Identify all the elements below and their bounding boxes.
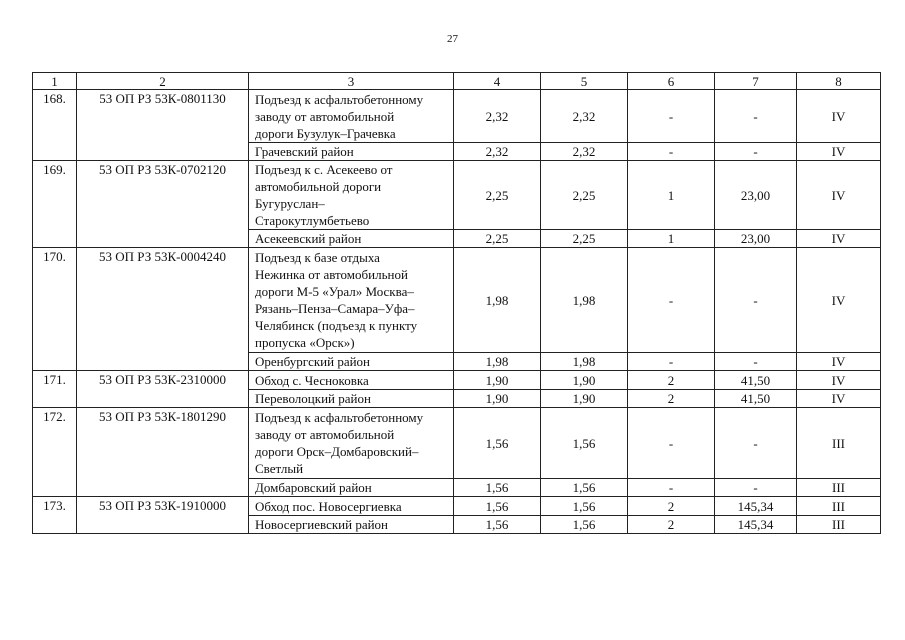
column-header: 7 xyxy=(715,73,797,90)
road-value-c7: - xyxy=(715,408,797,479)
region-value-c6: 1 xyxy=(628,230,715,248)
road-value-c7: - xyxy=(715,90,797,143)
region-value-c4: 1,98 xyxy=(454,353,541,371)
road-name-line: Нежинка от автомобильной xyxy=(255,267,408,282)
road-row xyxy=(33,371,881,390)
road-row xyxy=(33,90,881,143)
road-value-c5: 1,98 xyxy=(541,248,628,353)
road-name-line: заводу от автомобильной xyxy=(255,108,395,124)
region-value-c5: 1,98 xyxy=(541,353,628,371)
region-value-c8: IV xyxy=(797,390,881,408)
road-name-line: Бугуруслан– xyxy=(255,196,325,211)
region-name: Новосергиевский район xyxy=(249,516,454,534)
road-value-c8: III xyxy=(797,497,881,516)
region-value-c7: 23,00 xyxy=(715,230,797,248)
road-value-c6: 1 xyxy=(628,161,715,230)
road-code: 53 ОП РЗ 53К-0702120 xyxy=(77,161,249,248)
road-name-line: Подъезд к базе отдыха xyxy=(255,250,380,265)
region-value-c8: IV xyxy=(797,353,881,371)
road-value-c5: 2,25 xyxy=(541,161,628,230)
road-value-c6: 2 xyxy=(628,497,715,516)
page-number: 27 xyxy=(447,33,458,45)
road-name-line: автомобильной дороги xyxy=(255,179,382,194)
entry-number: 173. xyxy=(33,497,77,534)
column-header: 2 xyxy=(77,73,249,90)
road-row xyxy=(33,161,881,230)
region-value-c7: - xyxy=(715,479,797,497)
region-name: Грачевский район xyxy=(249,143,454,161)
column-header: 6 xyxy=(628,73,715,90)
entry-number: 172. xyxy=(33,408,77,497)
road-value-c4: 2,25 xyxy=(454,161,541,230)
road-value-c8: IV xyxy=(797,248,881,353)
road-code: 53 ОП РЗ 53К-0004240 xyxy=(77,248,249,371)
road-name-line: дороги Орск–Домбаровский– xyxy=(255,444,419,459)
road-name-line: заводу от автомобильной xyxy=(255,427,395,442)
road-value-c4: 1,56 xyxy=(454,497,541,516)
column-header: 5 xyxy=(541,73,628,90)
road-value-c4: 1,98 xyxy=(454,248,541,353)
region-value-c4: 2,25 xyxy=(454,230,541,248)
road-name-line: Подъезд к асфальтобетонному xyxy=(255,91,424,107)
road-name xyxy=(249,161,454,230)
road-name-line: Старокутлумбетьево xyxy=(255,213,370,228)
column-header-row xyxy=(33,73,881,90)
region-value-c6: 2 xyxy=(628,516,715,534)
region-value-c4: 2,32 xyxy=(454,143,541,161)
road-value-c5: 1,90 xyxy=(541,371,628,390)
region-name: Переволоцкий район xyxy=(249,390,454,408)
road-row xyxy=(33,497,881,516)
road-value-c5: 2,32 xyxy=(541,90,628,143)
road-name xyxy=(249,497,454,516)
entry-number: 171. xyxy=(33,371,77,408)
roads-table xyxy=(32,72,881,534)
column-header: 8 xyxy=(797,73,881,90)
region-value-c5: 1,56 xyxy=(541,516,628,534)
road-name-line: Обход с. Чесноковка xyxy=(255,372,369,388)
road-value-c6: - xyxy=(628,90,715,143)
region-value-c6: - xyxy=(628,143,715,161)
entry-number: 168. xyxy=(33,90,77,161)
road-name-line: Светлый xyxy=(255,461,304,476)
region-value-c8: III xyxy=(797,516,881,534)
column-header: 4 xyxy=(454,73,541,90)
region-value-c7: - xyxy=(715,353,797,371)
road-name-line: Подъезд к с. Асекеево от xyxy=(255,162,393,177)
road-name xyxy=(249,408,454,479)
road-value-c8: IV xyxy=(797,161,881,230)
region-value-c5: 2,32 xyxy=(541,143,628,161)
road-name xyxy=(249,90,454,143)
region-value-c7: 41,50 xyxy=(715,390,797,408)
region-name: Домбаровский район xyxy=(249,479,454,497)
road-name-line: дороги М-5 «Урал» Москва– xyxy=(255,284,414,299)
road-value-c4: 1,90 xyxy=(454,371,541,390)
region-value-c4: 1,56 xyxy=(454,479,541,497)
road-row xyxy=(33,248,881,353)
road-code: 53 ОП РЗ 53К-1910000 xyxy=(77,497,249,534)
region-value-c5: 2,25 xyxy=(541,230,628,248)
road-value-c8: IV xyxy=(797,371,881,390)
road-value-c7: 145,34 xyxy=(715,497,797,516)
road-value-c7: 23,00 xyxy=(715,161,797,230)
road-row xyxy=(33,408,881,479)
road-value-c6: 2 xyxy=(628,371,715,390)
road-value-c4: 1,56 xyxy=(454,408,541,479)
road-name-line: Челябинск (подъезд к пункту xyxy=(255,318,418,333)
road-name-line: Подъезд к асфальтобетонному xyxy=(255,410,424,425)
road-value-c4: 2,32 xyxy=(454,90,541,143)
region-value-c6: 2 xyxy=(628,390,715,408)
region-value-c7: - xyxy=(715,143,797,161)
region-value-c5: 1,56 xyxy=(541,479,628,497)
road-value-c7: 41,50 xyxy=(715,371,797,390)
entry-number: 169. xyxy=(33,161,77,248)
road-code: 53 ОП РЗ 53К-2310000 xyxy=(77,371,249,408)
column-header: 3 xyxy=(249,73,454,90)
region-value-c8: IV xyxy=(797,143,881,161)
road-value-c6: - xyxy=(628,408,715,479)
road-value-c8: III xyxy=(797,408,881,479)
region-value-c8: IV xyxy=(797,230,881,248)
region-name: Оренбургский район xyxy=(249,353,454,371)
road-name xyxy=(249,371,454,390)
region-value-c4: 1,56 xyxy=(454,516,541,534)
road-value-c6: - xyxy=(628,248,715,353)
region-value-c8: III xyxy=(797,479,881,497)
road-name-line: Обход пос. Новосергиевка xyxy=(255,498,402,514)
region-value-c7: 145,34 xyxy=(715,516,797,534)
road-code: 53 ОП РЗ 53К-0801130 xyxy=(77,90,249,161)
region-value-c6: - xyxy=(628,353,715,371)
road-name xyxy=(249,248,454,353)
road-value-c7: - xyxy=(715,248,797,353)
column-header: 1 xyxy=(33,73,77,90)
table-body xyxy=(33,73,881,534)
region-name: Асекеевский район xyxy=(249,230,454,248)
region-value-c6: - xyxy=(628,479,715,497)
road-value-c5: 1,56 xyxy=(541,408,628,479)
road-value-c8: IV xyxy=(797,90,881,143)
road-name-line: пропуска «Орск») xyxy=(255,335,355,350)
entry-number: 170. xyxy=(33,248,77,371)
road-name-line: Рязань–Пенза–Самара–Уфа– xyxy=(255,301,415,316)
road-value-c5: 1,56 xyxy=(541,497,628,516)
road-code: 53 ОП РЗ 53К-1801290 xyxy=(77,408,249,497)
road-name-line: дороги Бузулук–Грачевка xyxy=(255,125,396,141)
region-value-c4: 1,90 xyxy=(454,390,541,408)
region-value-c5: 1,90 xyxy=(541,390,628,408)
